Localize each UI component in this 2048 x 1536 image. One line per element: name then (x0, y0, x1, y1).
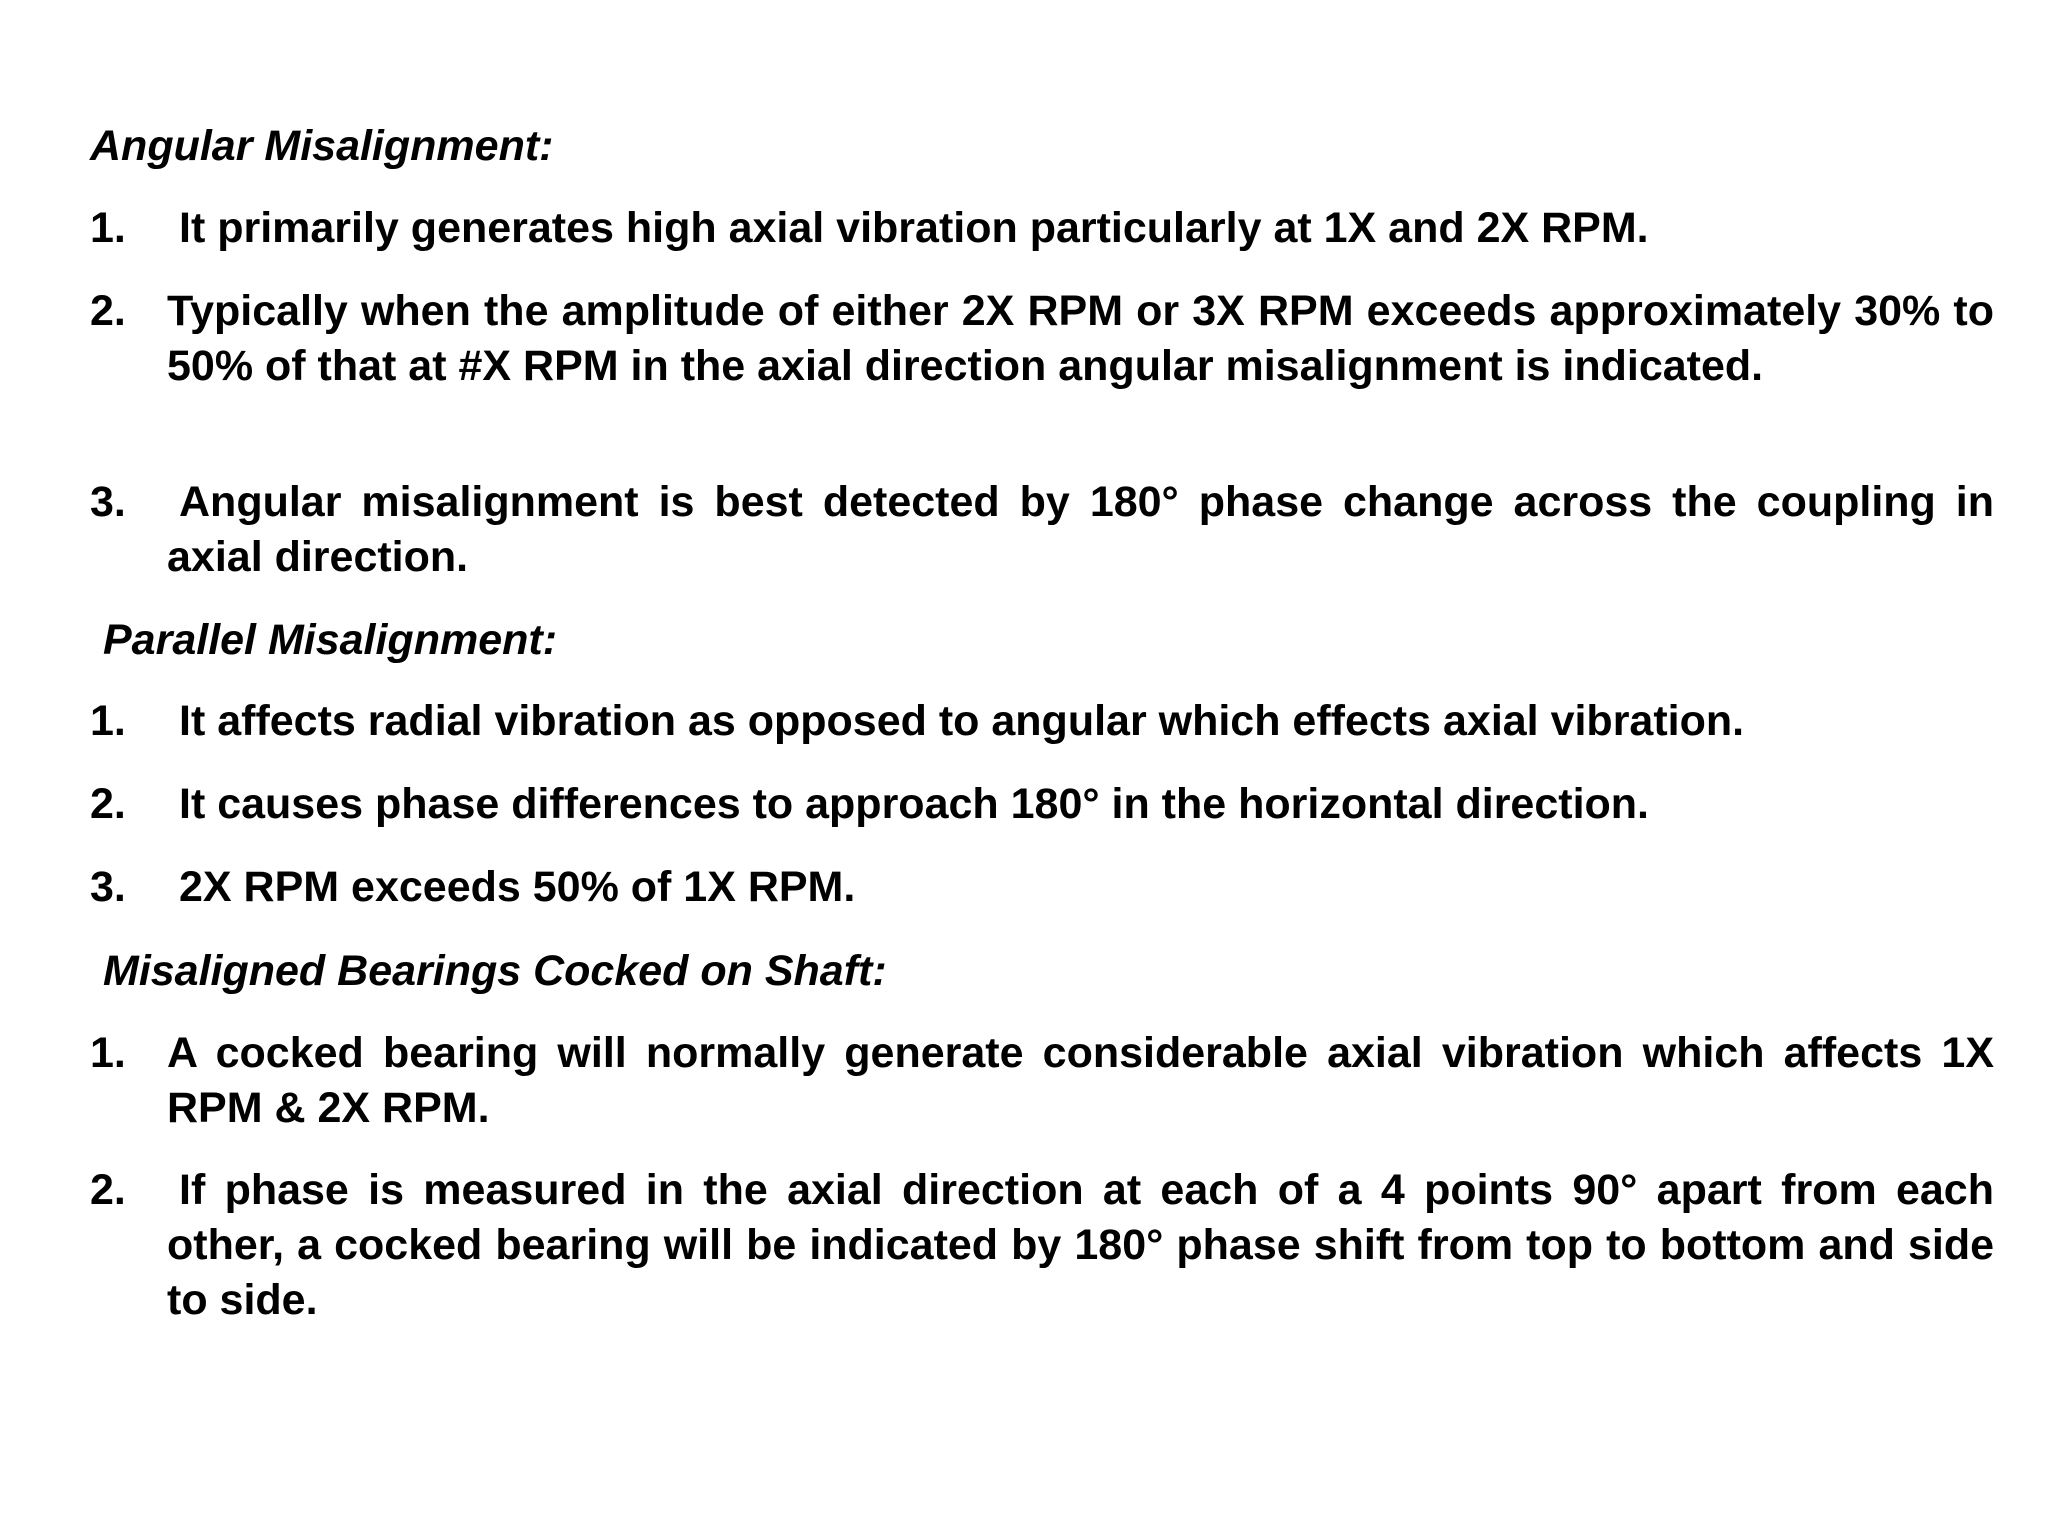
item-number: 3. (90, 863, 126, 911)
item-number: 2. (90, 1166, 126, 1214)
item-number: 2. (90, 287, 126, 335)
item-number: 1. (90, 697, 126, 745)
item-text: Typically when the amplitude of either 2X RPM or 3X RPM exceeds approximately 30% to 50% of that at #X RPM in the axial direction angular misalignment is indicated. (167, 287, 1994, 390)
item-text: Angular misalignment is best detected by 180° phase change across the coupling in axial direction. (167, 478, 1994, 581)
section-heading-parallel-misalignment: Parallel Misalignment: (103, 616, 558, 664)
item-number: 2. (90, 780, 126, 828)
section-heading-angular-misalignment: Angular Misalignment: (90, 122, 554, 170)
list-item (90, 1026, 1994, 1136)
item-number: 1. (90, 204, 126, 252)
item-text: 2X RPM exceeds 50% of 1X RPM. (179, 863, 856, 911)
list-item (90, 1163, 1994, 1328)
item-number: 3. (90, 478, 126, 526)
list-item (90, 284, 1994, 394)
item-text: It causes phase differences to approach 180° in the horizontal direction. (179, 780, 1649, 828)
section-heading-misaligned-bearings: Misaligned Bearings Cocked on Shaft: (103, 947, 887, 995)
list-item (90, 694, 1994, 749)
list-item (90, 201, 1994, 256)
item-text: If phase is measured in the axial direction at each of a 4 points 90° apart from each other, a cocked bearing will be indicated by 180° phase shift from top to bottom and side to side. (167, 1166, 1994, 1324)
item-text: A cocked bearing will normally generate considerable axial vibration which affects 1X RPM & 2X RPM. (167, 1029, 1994, 1132)
item-text: It primarily generates high axial vibration particularly at 1X and 2X RPM. (179, 204, 1649, 252)
list-item (90, 777, 1994, 832)
item-text: It affects radial vibration as opposed to angular which effects axial vibration. (179, 697, 1745, 745)
list-item (90, 860, 1994, 915)
item-number: 1. (90, 1029, 126, 1077)
list-item (90, 475, 1994, 585)
